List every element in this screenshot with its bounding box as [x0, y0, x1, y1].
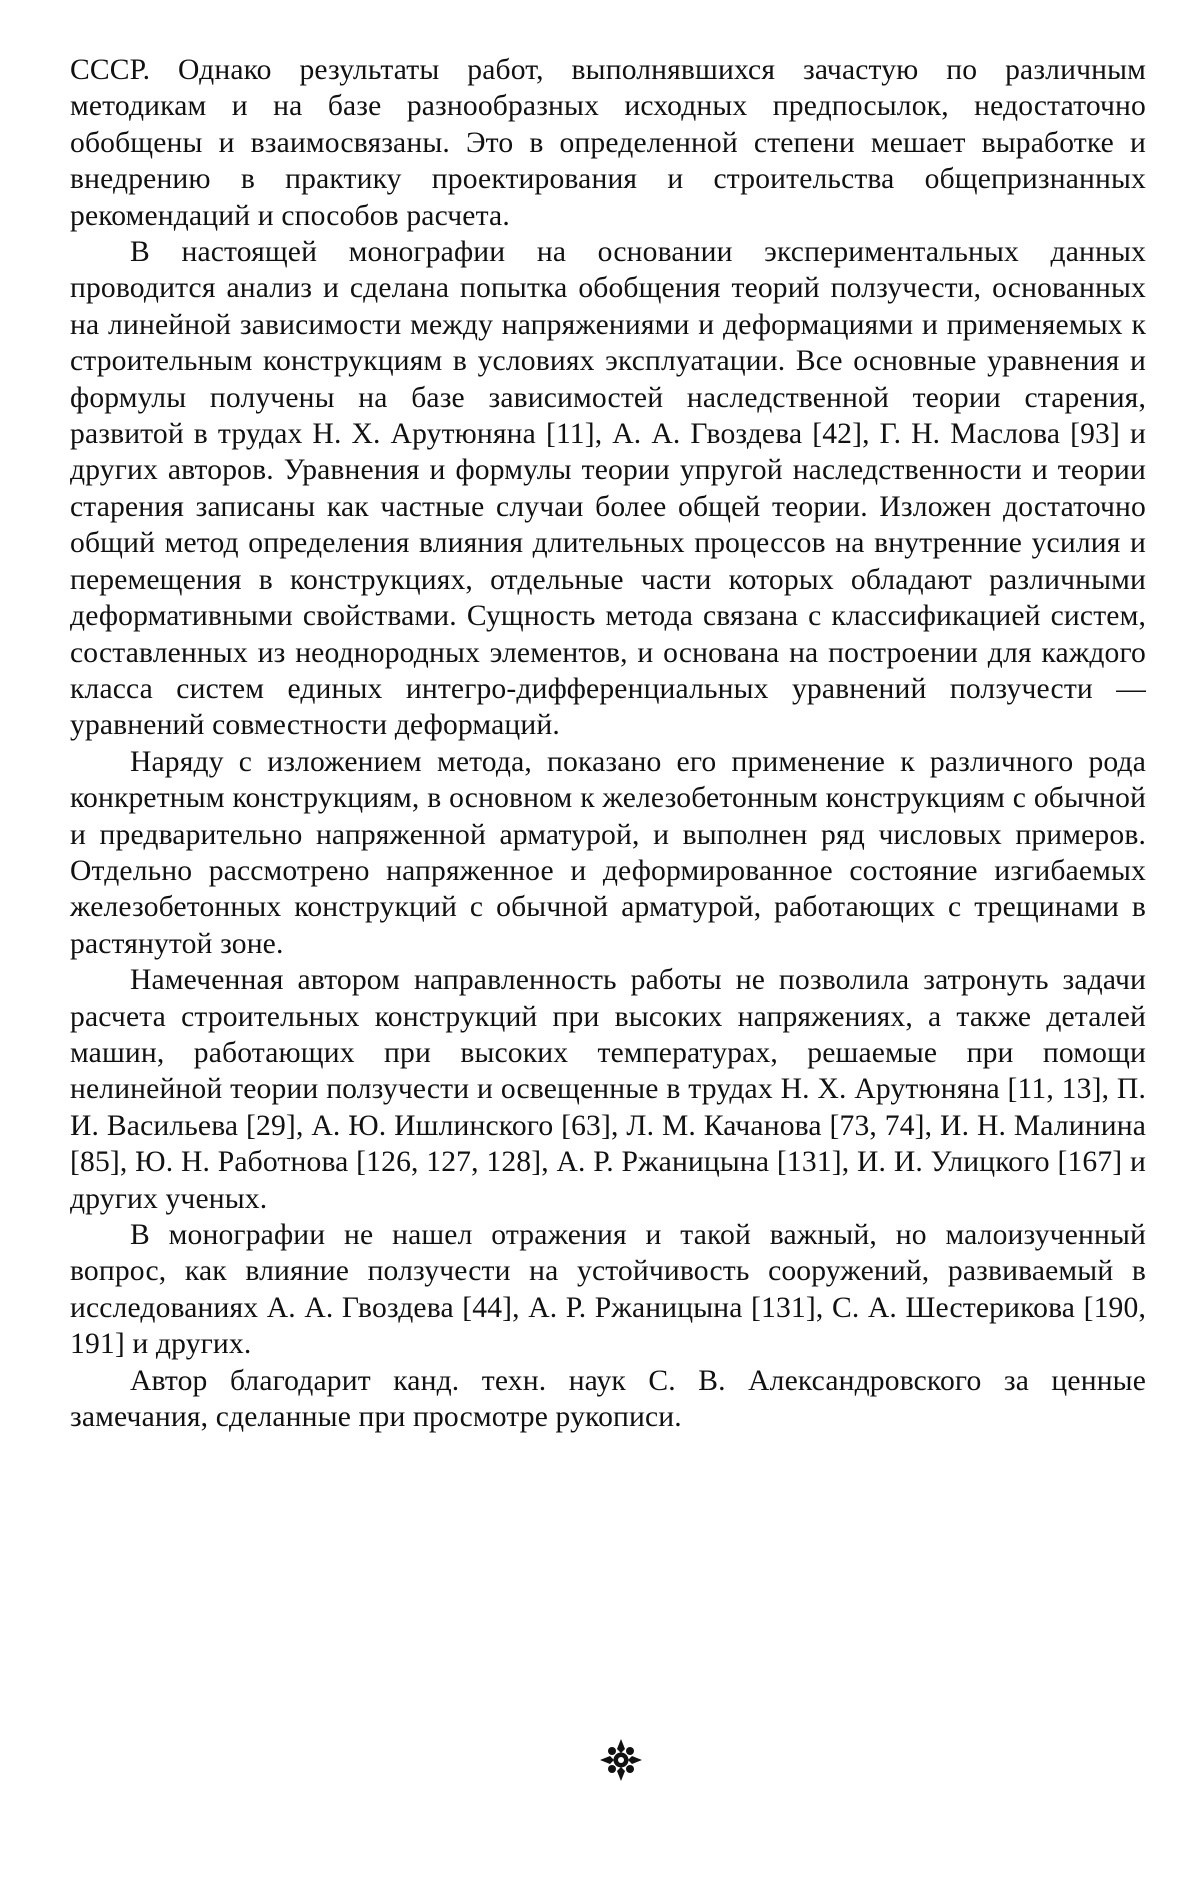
paragraph-applications: Наряду с изложением метода, показано его применение к различного рода конкретным конструкциям, в основном к железобетонным конструкциям с обычной и предварительно напряженной арматурой, и выполнен ряд числовых примеров. Отдельно рассмотрено напряженное и деформированное состояние изгибаемых железобетонных конструкций с обычной арматурой, работающих с трещинами в растянутой зоне.: [70, 745, 1146, 960]
paragraph-acknowledgement: Автор благодарит канд. техн. наук С. В. Александровского за ценные замечания, сделанные при просмотре рукописи.: [70, 1364, 1146, 1434]
paragraph-stability-note: В монографии не нашел отражения и такой важный, но малоизученный вопрос, как влияние ползучести на устойчивость сооружений, развиваемый в исследованиях А. А. Гвоздева [44], А. Р. Ржаницына [131], С. А. Шестерикова [190, 191] и других.: [70, 1219, 1146, 1361]
paragraph-continuation: СССР. Однако результаты работ, выполнявшихся зачастую по различным методикам и на базе разнообразных исходных предпосылок, недостаточно обобщены и взаимосвязаны. Это в определенной степени мешает выработке и внедрению в практику проектирования и строительства общепризнанных рекомендаций и способов расчета.: [70, 54, 1146, 232]
paragraph-method-overview: В настоящей монографии на основании экспериментальных данных проводится анализ и сделана попытка обобщения теорий ползучести, основанных на линейной зависимости между напряжениями и деформациями и применяемых к строительным конструкциям в условиях эксплуатации. Все основные уравнения и формулы получены на базе зависимостей наследственной теории старения, развитой в трудах Н. Х. Арутюняна [11], А. А. Гвоздева [42], Г. Н. Маслова [93] и других авторов. Уравнения и формулы теории упругой наследственности и теории старения записаны как частные случаи более общей теории. Изложен достаточно общий метод определения влияния длительных процессов на внутренние усилия и перемещения в конструкциях, отдельные части которых обладают различными деформативными свойствами. Сущность метода связана с классификацией систем, составленных из неоднородных элементов, и основана на построении для каждого класса систем единых интегро-дифференциальных уравнений ползучести — уравнений совместности деформаций.: [70, 236, 1146, 742]
paragraph-scope-limits: Намеченная автором направленность работы не позволила затронуть задачи расчета строительных конструкций при высоких напряжениях, а также деталей машин, работающих при высоких температурах, решаемые при помощи нелинейной теории ползучести и освещенные в трудах Н. Х. Арутюняна [11, 13], П. И. Васильева [29], А. Ю. Ишлинского [63], Л. М. Качанова [73, 74], И. Н. Малинина [85], Ю. Н. Работнова [126, 127, 128], А. Р. Ржаницына [131], И. И. Улицкого [167] и других ученых.: [70, 964, 1146, 1215]
floral-ornament-icon: [598, 1737, 644, 1783]
page-body: [70, 52, 1146, 1435]
